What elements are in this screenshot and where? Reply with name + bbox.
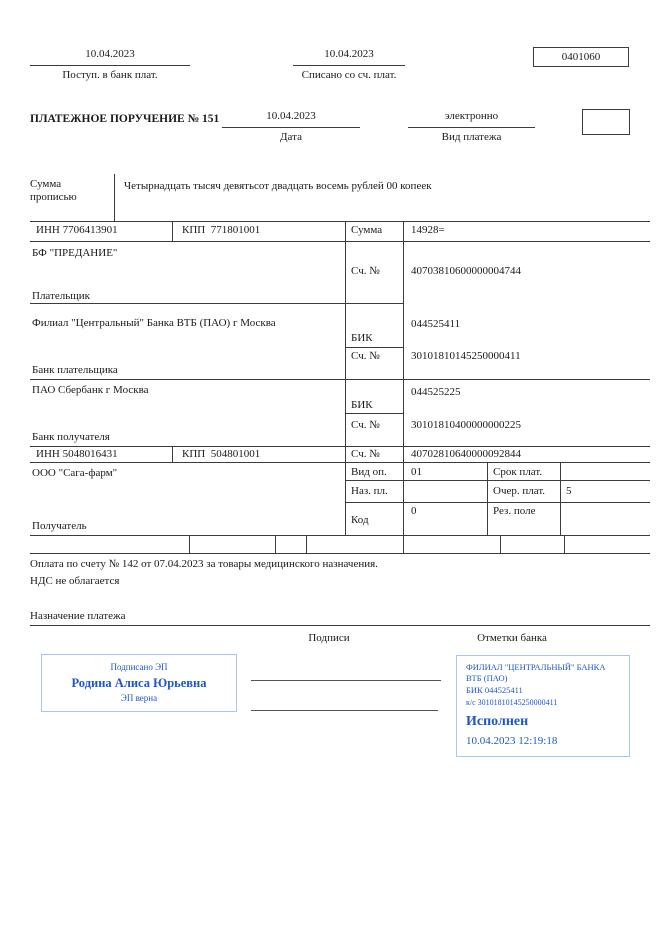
divider [30,379,650,380]
signatures-heading: Подписи [308,632,350,644]
divider [345,480,650,481]
bank-stamp-bik: БИК 044525411 [466,685,523,695]
amount-value: 14928= [411,224,445,236]
payee-bank-account-label: Сч. № [351,419,380,431]
payee-bank-caption: Банк получателя [32,431,110,443]
payee-inn: ИНН 5048016431 [36,448,118,460]
received-date-label: Поступ. в банк плат. [62,69,158,81]
divider [30,241,650,242]
code-value: 0 [411,505,417,517]
payer-bank-bik-label: БИК [351,332,373,344]
divider [487,462,488,535]
bank-marks-heading: Отметки банка [477,632,547,644]
divider [345,502,650,503]
amount-label: Сумма [351,224,383,236]
op-type-value: 01 [411,466,422,478]
divider [30,553,650,554]
bank-stamp-name: ФИЛИАЛ "ЦЕНТРАЛЬНЫЙ" БАНКА ВТБ (ПАО) [466,662,606,683]
payment-kind: электронно [408,110,535,128]
priority-value: 5 [566,485,572,497]
esign-stamp-name: Родина Алиса Юрьевна [71,676,207,690]
payee-bank-bik-label: БИК [351,399,373,411]
payee-name: ООО "Сага-фарм" [32,467,118,479]
payer-kpp: КПП 771801001 [182,224,261,236]
divider [189,535,190,553]
payer-account-label: Сч. № [351,265,380,277]
payer-bank-name: Филиал "Центральный" Банка ВТБ (ПАО) г Москва [32,317,276,329]
purpose-text-line2: НДС не облагается [30,575,120,587]
divider [403,221,404,553]
payer-bank-account: 30101810145250000411 [411,350,521,362]
payee-bank-name: ПАО Сбербанк г Москва [32,384,149,396]
divider [114,174,115,221]
divider [172,221,173,241]
divider [30,303,403,304]
divider [306,535,307,553]
form-code-box: 0401060 [533,47,629,67]
divider [30,221,650,222]
payer-bank-caption: Банк плательщика [32,364,118,376]
divider [275,535,276,553]
esign-stamp [41,654,237,712]
doc-date-label: Дата [280,131,302,143]
bank-stamp-datetime: 10.04.2023 12:19:18 [466,735,558,747]
divider [30,625,650,626]
payer-account: 40703810600000004744 [411,265,521,277]
op-type-label: Вид оп. [351,466,387,478]
payer-caption: Плательщик [32,290,90,302]
payer-bank-account-label: Сч. № [351,350,380,362]
priority-label: Очер. плат. [493,485,546,497]
payee-caption: Получатель [32,520,87,532]
code-label: Код [351,514,369,526]
bank-stamp-corr: к/с 30101810145250000411 [466,698,558,707]
divider [500,535,501,553]
purpose-text-line1: Оплата по счету № 142 от 07.04.2023 за товары медицинского назначения. [30,558,378,570]
divider [345,221,346,535]
payee-bank-account: 30101810400000000225 [411,419,521,431]
signature-line [251,710,438,711]
payer-inn: ИНН 7706413901 [36,224,118,236]
esign-stamp-top: Подписано ЭП [110,662,168,672]
esign-stamp-bottom: ЭП верна [120,693,158,703]
purpose-code-label: Наз. пл. [351,485,388,497]
reserve-label: Рез. поле [493,505,536,517]
divider [172,446,173,462]
received-date: 10.04.2023 [30,48,190,66]
debited-date: 10.04.2023 [293,48,405,66]
doc-date: 10.04.2023 [222,110,360,128]
payer-bank-bik: 044525411 [411,318,461,330]
payment-kind-label: Вид платежа [441,131,502,143]
divider [345,347,403,348]
purpose-caption: Назначение платежа [30,610,126,622]
divider [30,535,650,536]
divider [560,462,561,535]
bank-stamp [456,655,630,757]
pay-term-label: Срок плат. [493,466,543,478]
amount-in-words: Четырнадцать тысяч девятьсот двадцать восемь рублей 00 копеек [124,180,432,192]
signature-line [251,680,441,681]
divider [30,462,650,463]
bank-stamp-status: Исполнен [466,714,529,729]
divider [564,535,565,553]
doc-title: ПЛАТЕЖНОЕ ПОРУЧЕНИЕ № 151 [30,113,220,125]
status-field-box [582,109,630,135]
amount-in-words-label: Сумма прописью [30,178,77,203]
payer-name: БФ "ПРЕДАНИЕ" [32,247,118,259]
payee-bank-bik: 044525225 [411,386,461,398]
divider [345,413,403,414]
payee-kpp: КПП 504801001 [182,448,261,460]
debited-date-label: Списано со сч. плат. [301,69,397,81]
payee-account-label: Сч. № [351,448,380,460]
divider [30,446,650,447]
payee-account: 40702810640000092844 [411,448,521,460]
